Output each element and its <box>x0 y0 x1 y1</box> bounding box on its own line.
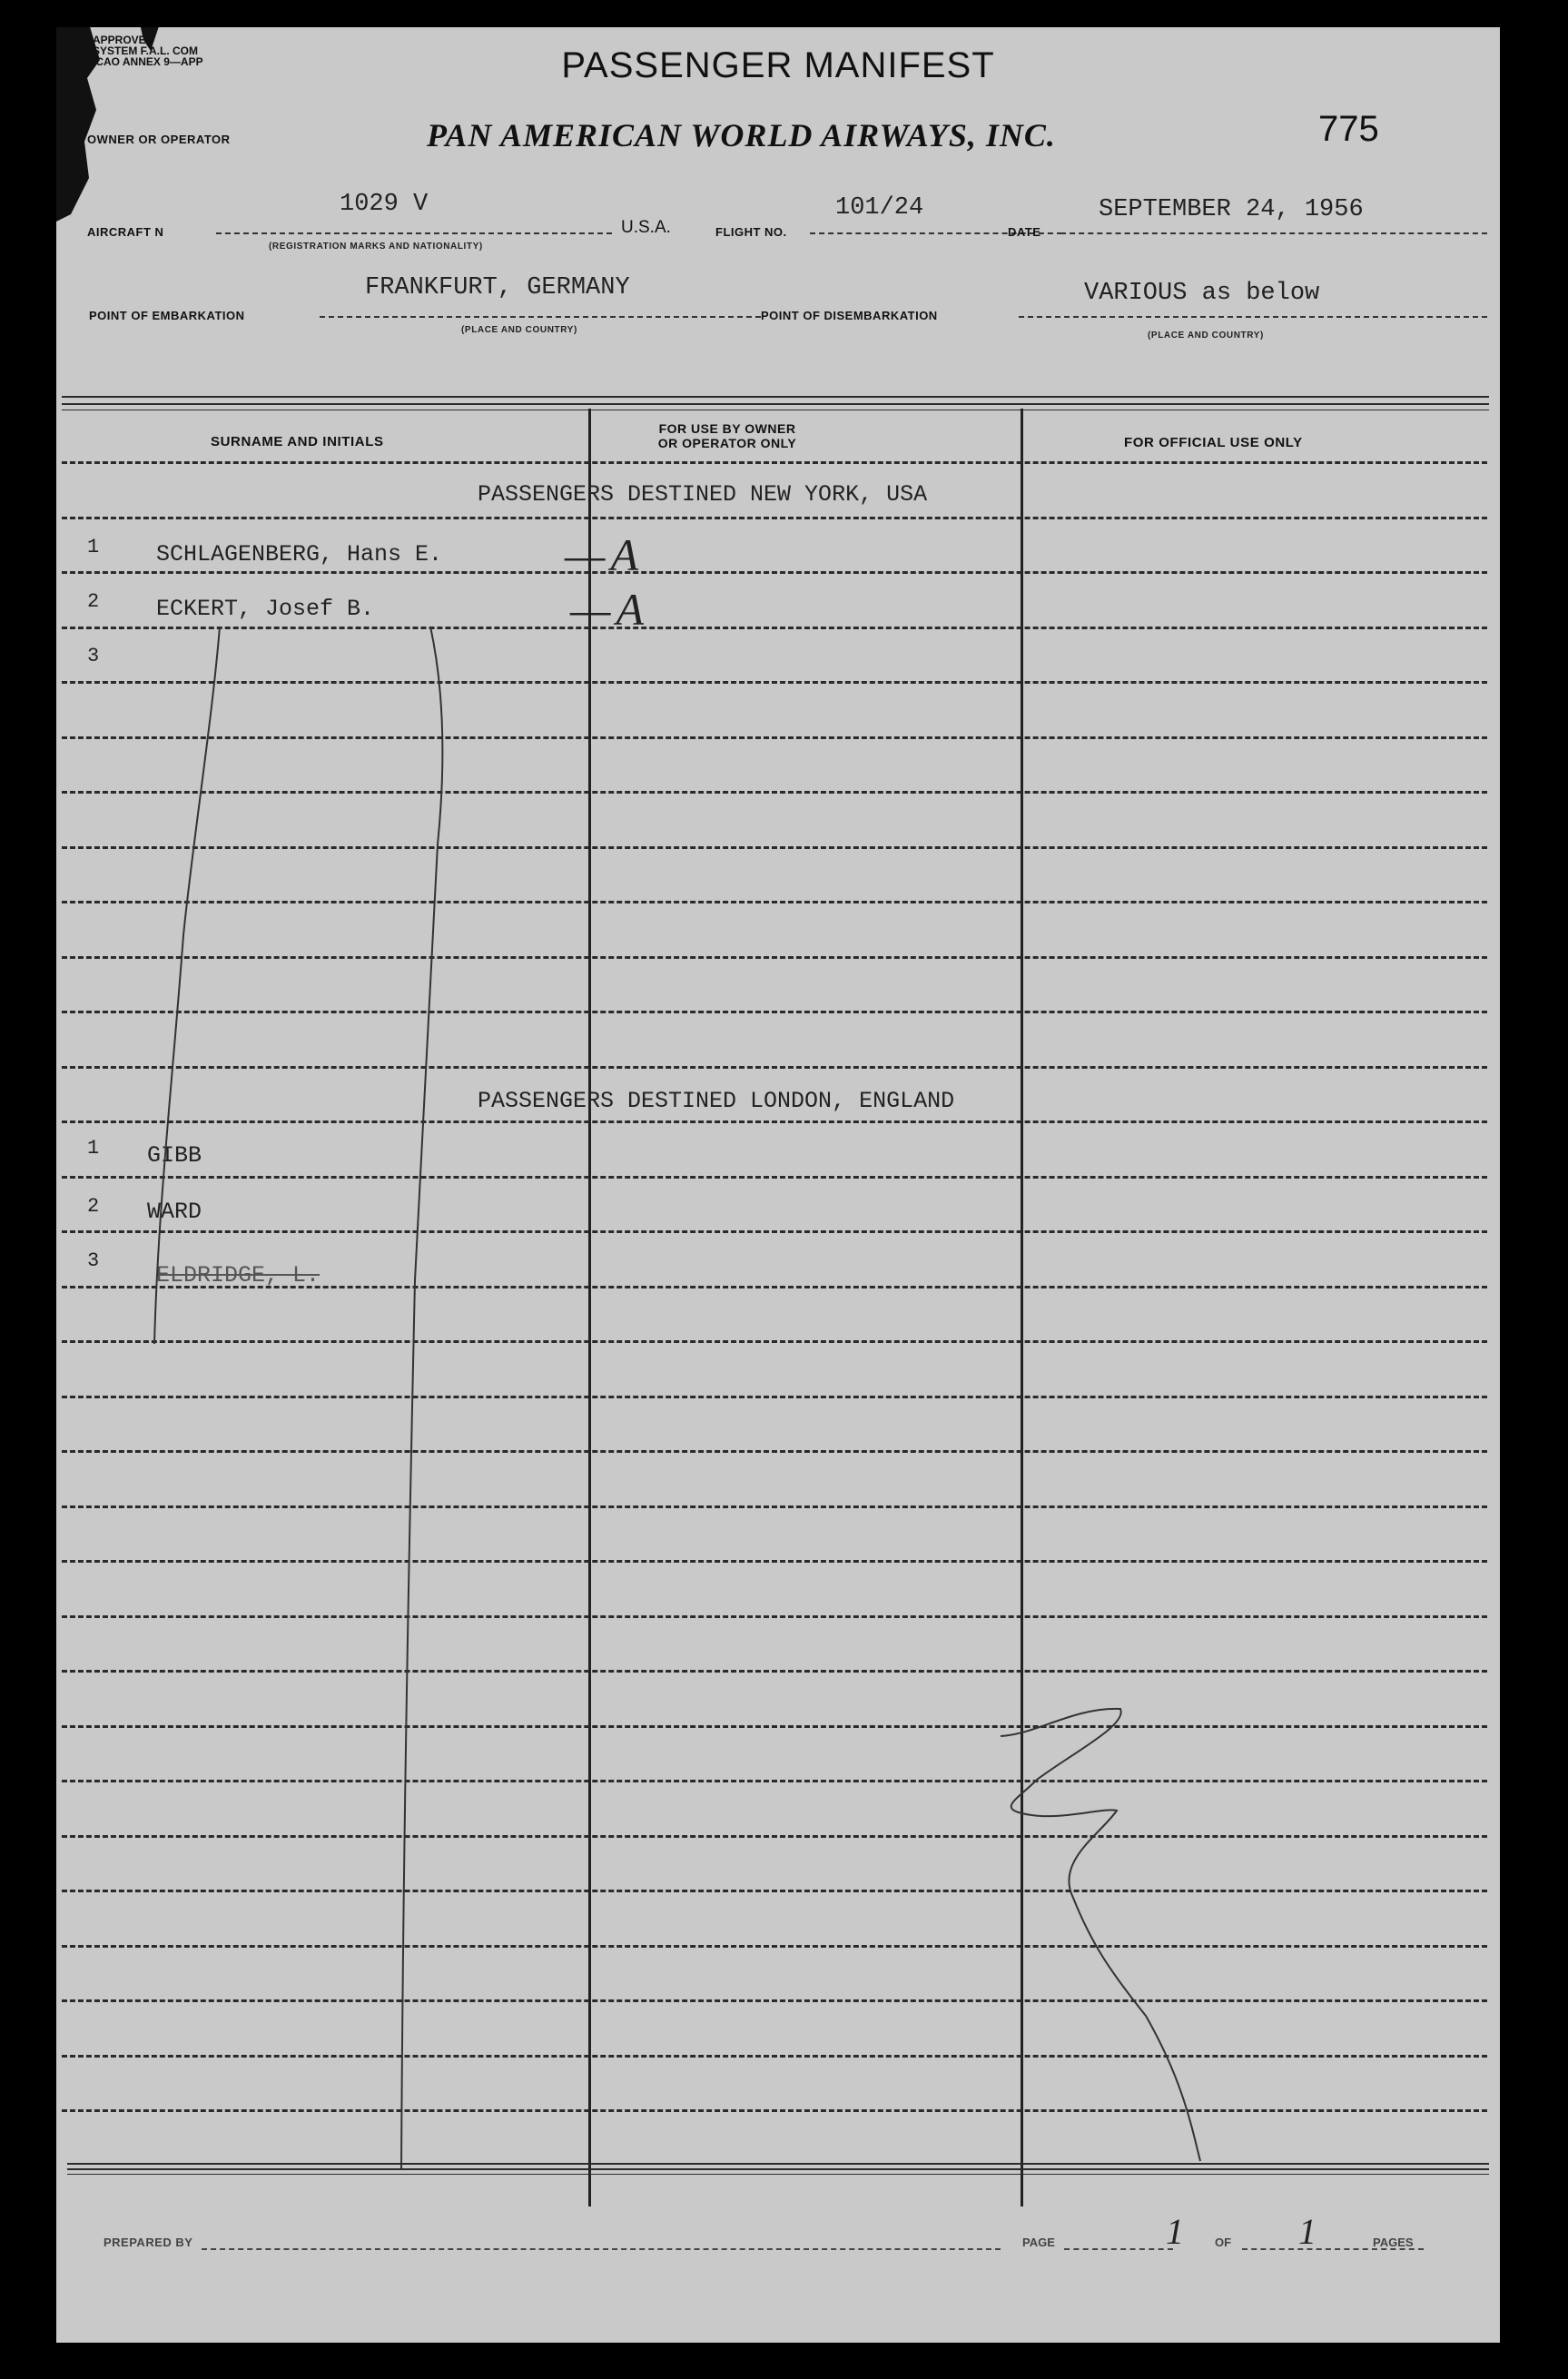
passenger-name: ECKERT, Josef B. <box>156 596 375 622</box>
embarkation-value: FRANKFURT, GERMANY <box>365 274 630 301</box>
handwritten-mark: — A <box>565 529 639 580</box>
disembarkation-label: POINT OF DISEMBARKATION <box>761 309 938 322</box>
disembarkation-value: VARIOUS as below <box>1084 280 1320 307</box>
passenger-name-struck: ELDRIDGE, L. <box>156 1262 321 1288</box>
embarkation-caption: (PLACE AND COUNTRY) <box>461 325 577 335</box>
column-surname: SURNAME AND INITIALS <box>211 434 384 449</box>
manifest-number: 775 <box>1318 109 1379 149</box>
handwritten-mark: — A <box>570 584 645 635</box>
passenger-number: 3 <box>87 645 100 667</box>
disembarkation-caption: (PLACE AND COUNTRY) <box>1148 331 1264 341</box>
passenger-number: 1 <box>87 1137 100 1160</box>
approval-stamp: APPROVED SYSTEM F.A.L. COM ICAO ANNEX 9—APP <box>93 34 203 68</box>
embarkation-label: POINT OF EMBARKATION <box>89 309 245 322</box>
passenger-name: SCHLAGENBERG, Hans E. <box>156 541 443 568</box>
operator-name: PAN AMERICAN WORLD AIRWAYS, INC. <box>427 117 1056 153</box>
passenger-number: 3 <box>87 1249 100 1272</box>
passenger-name: GIBB <box>147 1142 202 1169</box>
handwritten-strokes <box>56 27 1500 2343</box>
passenger-number: 1 <box>87 536 100 558</box>
flight-date: SEPTEMBER 24, 1956 <box>1099 196 1364 223</box>
page-value: 1 <box>1166 2211 1184 2252</box>
passenger-number: 2 <box>87 590 100 613</box>
flight-number: 101/24 <box>835 194 924 222</box>
country: U.S.A. <box>621 218 671 237</box>
prepared-by-label: PREPARED BY <box>104 2236 193 2249</box>
of-value: 1 <box>1298 2211 1317 2252</box>
page-label: PAGE <box>1022 2236 1055 2249</box>
aircraft-label: AIRCRAFT N <box>87 225 164 239</box>
page-title: PASSENGER MANIFEST <box>561 45 995 85</box>
of-label: OF <box>1215 2236 1232 2249</box>
passenger-name: WARD <box>147 1199 202 1225</box>
manifest-sheet <box>56 27 1500 2343</box>
passenger-number: 2 <box>87 1195 100 1218</box>
group-heading-london: PASSENGERS DESTINED LONDON, ENGLAND <box>478 1088 955 1114</box>
registration-caption: (REGISTRATION MARKS AND NATIONALITY) <box>269 242 483 252</box>
aircraft-registration: 1029 V <box>340 191 429 218</box>
flight-label: FLIGHT NO. <box>715 225 787 239</box>
pages-label: PAGES <box>1373 2236 1414 2249</box>
column-official-use: FOR OFFICIAL USE ONLY <box>1124 435 1303 450</box>
column-operator-use: FOR USE BY OWNER OR OPERATOR ONLY <box>657 421 797 450</box>
owner-label: OWNER OR OPERATOR <box>87 133 231 146</box>
group-heading-new-york: PASSENGERS DESTINED NEW YORK, USA <box>478 481 928 508</box>
date-label: DATE <box>1008 225 1041 239</box>
